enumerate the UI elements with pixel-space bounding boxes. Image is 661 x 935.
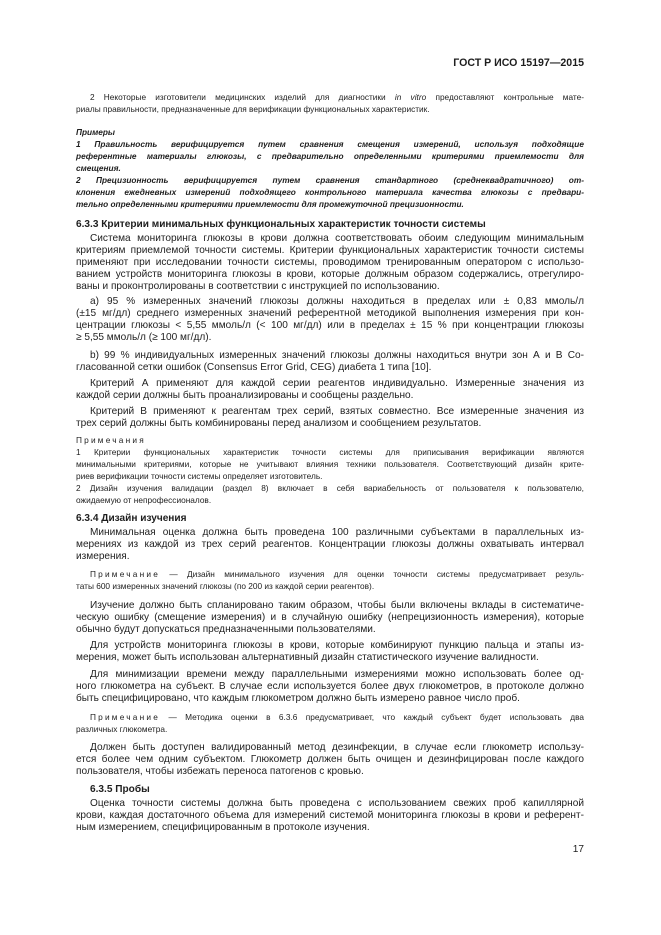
s634-paragraph-1 [76,527,584,563]
text-line: ется более чем одним субъектом. Глюкометр должен быть очищен и дезинфицирован после каждого [76,753,584,765]
s634-paragraph-2 [76,600,584,636]
text-line: Система мониторинга глюкозы в крови должна соответствовать обоим следующим минимальным [90,233,584,244]
criterion-a-paragraph [76,378,584,402]
text-line: Примечание — Дизайн минимального изучения для оценки точности системы предусматривает резуль- [90,569,584,579]
text-line: риев верификации точности системы определяет изготовитель. [76,470,323,481]
s634-paragraph-4 [76,669,584,705]
text-line: (±15 мг/дл) среднего измеренных значений референтной методикой выполнения измерения при кон- [76,307,584,319]
s634-paragraph-3 [76,640,584,664]
text-line: измерения. [76,550,130,562]
section-6-3-4-heading: 6.3.4 Дизайн изучения [76,513,187,524]
s633-paragraph-1 [76,233,584,293]
text-line: ванием устройств мониторинга глюкозы в крови, которые должным образом содержались, отрегулиро- [76,268,584,280]
text-line: ческую ошибку (смещение измерения) и в случайную ошибку (непрецизионность измерения), которые [76,611,584,623]
text-line: применяют при исследовании точности системы, проводимом тренированным оператором с использо- [76,256,584,268]
text-line: 2 Некоторые изготовители медицинских изделий для диагностики in vitro предоставляют контрольные мате- [90,92,585,102]
text-line: Для минимизации времени между параллельными измерениями можно использовать более од- [90,669,584,680]
section-6-3-3-heading: 6.3.3 Критерии минимальных функциональных характеристик точности системы [76,219,486,230]
text-line: таты 600 измеренных значений глюкозы (по 200 из каждой серии реагентов). [76,580,375,591]
text-line: Должен быть доступен валидированный метод дезинфекции, в случае если глюкометр использу- [90,742,584,753]
page-number: 17 [572,844,584,855]
text-line: ным измерением, специфицированным в протоколе изучения. [76,821,370,833]
text-line: 1 Критерии функциональных характеристик точности системы для приписывания верификации являются [76,447,584,457]
s634-note-2 [76,712,584,736]
text-line: ваны и проконтролированы в соответствии с инструкцией по использованию. [76,280,440,292]
s633-note-2 [76,483,584,507]
text-line: риалы правильности, предназначенные для верификации функциональных характеристик. [76,103,430,114]
example-1 [76,139,584,175]
examples-title: Примеры [76,127,116,137]
text-line: различных глюкометра. [76,723,168,734]
text-line: Изучение должно быть спланировано таким образом, чтобы были включены вклады в систематиче- [90,600,584,611]
text-line: 1 Правильность верифицируется путем сравнения смещения измерений, используя подходящие [76,139,584,149]
text-line: быть специфицировано, что каждым глюкометром должно быть измерено равное число проб. [76,692,520,704]
text-line: крови, каждая достаточного объема для измерений системой мониторинга глюкозы в крови и референт- [76,809,584,821]
text-line: 2 Прецизионность верифицируется путем сравнения стандартного (среднеквадратичного) от- [76,175,584,185]
text-line: центрации глюкозы < 5,55 ммоль/л (< 100 мг/дл) или в пределах ± 15 % при концентрации глюкозы [76,319,584,331]
text-line: ≥ 5,55 ммоль/л (≥ 100 мг/дл). [76,331,212,343]
text-line: Минимальная оценка должна быть проведена 100 различными субъектами в параллельных из- [90,527,584,538]
text-line: Оценка точности системы должна быть проведена с использованием свежих проб капиллярной [90,798,584,809]
text-line: мерениях из каждой из трех серий реагентов. Концентрации глюкозы должны охватывать интервал [76,538,584,550]
criterion-b-paragraph [76,406,584,430]
text-line: мерения, может быть использован альтернативный дизайн статистического изучение валидности. [76,651,539,663]
s633-note-1 [76,447,584,483]
text-line: ожидаемую от непрофессионалов. [76,494,212,505]
text-line: смещения. [76,162,121,173]
text-line: трех серий должны быть комбинированы перед анализом и сообщением результатов. [76,417,482,429]
text-line: клонения ежедневных измерений подходящего контрольного материала качества глюкозы с предвари- [76,186,584,197]
text-line: Критерий А применяют для каждой серии реагентов индивидуально. Измеренные значения из [90,378,584,389]
text-line: каждой серии должны быть проанализированы и сообщены раздельно. [76,389,414,401]
text-line: критериям приемлемой точности системы. Критерии функциональных характеристик точности системы [76,244,584,256]
text-line: 2 Дизайн изучения валидации (раздел 8) включает в себя вариабельность от пользователя к пользователю, [76,483,584,493]
section-6-3-5-heading: 6.3.5 Пробы [90,784,150,795]
text-line: Критерий В применяют к реагентам трех серий, взятых совместно. Все измеренные значения из [90,406,584,417]
text-line: Для устройств мониторинга глюкозы в крови, которые комбинируют пункцию пальца и этапы из- [90,640,584,651]
s633-notes-title: Примечания [76,435,146,445]
text-line: а) 95 % измеренных значений глюкозы должны находиться в пределах или ± 0,83 ммоль/л [90,296,584,307]
text-line: пользователя, чтобы избежать переноса патогенов с кровью. [76,765,364,777]
example-2 [76,175,584,211]
note-in-vitro [76,92,584,116]
criterion-a [76,296,584,344]
note-label: Примечание [90,569,161,579]
text-line: минимальными критериями, которые не учитывают влияния техники пользователя. Соответствующий дизайн крите- [76,458,584,469]
s635-paragraph-1 [76,798,584,834]
s634-paragraph-5 [76,742,584,778]
criterion-b [76,350,584,374]
examples-title-block [76,127,584,139]
text-line: ного глюкометра на субъект. В случае если используется более двух глюкометров, в протоколе должно [76,680,584,692]
text-line: тельно определенными критериями приемлемости для промежуточной прецизионности. [76,198,464,209]
text-line: b) 99 % индивидуальных измеренных значений глюкозы должны находиться внутри зон А и В Со- [90,350,584,361]
note-label: Примечание [90,712,161,722]
text-line: референтные материалы глюкозы, с предварительно определенными критериями приемлемости для [76,150,584,161]
text-line: гласованной сетки ошибок (Consensus Error Grid, CEG) диабета 1 типа [10]. [76,361,432,373]
text-line: обычно будут допускаться предназначенными пользователями. [76,623,376,635]
text-line: Примечание — Методика оценки в 6.3.6 предусматривает, что каждый субъект будет использовать два [90,712,584,722]
s634-note-1 [76,569,584,593]
document-code: ГОСТ Р ИСО 15197—2015 [453,57,584,69]
